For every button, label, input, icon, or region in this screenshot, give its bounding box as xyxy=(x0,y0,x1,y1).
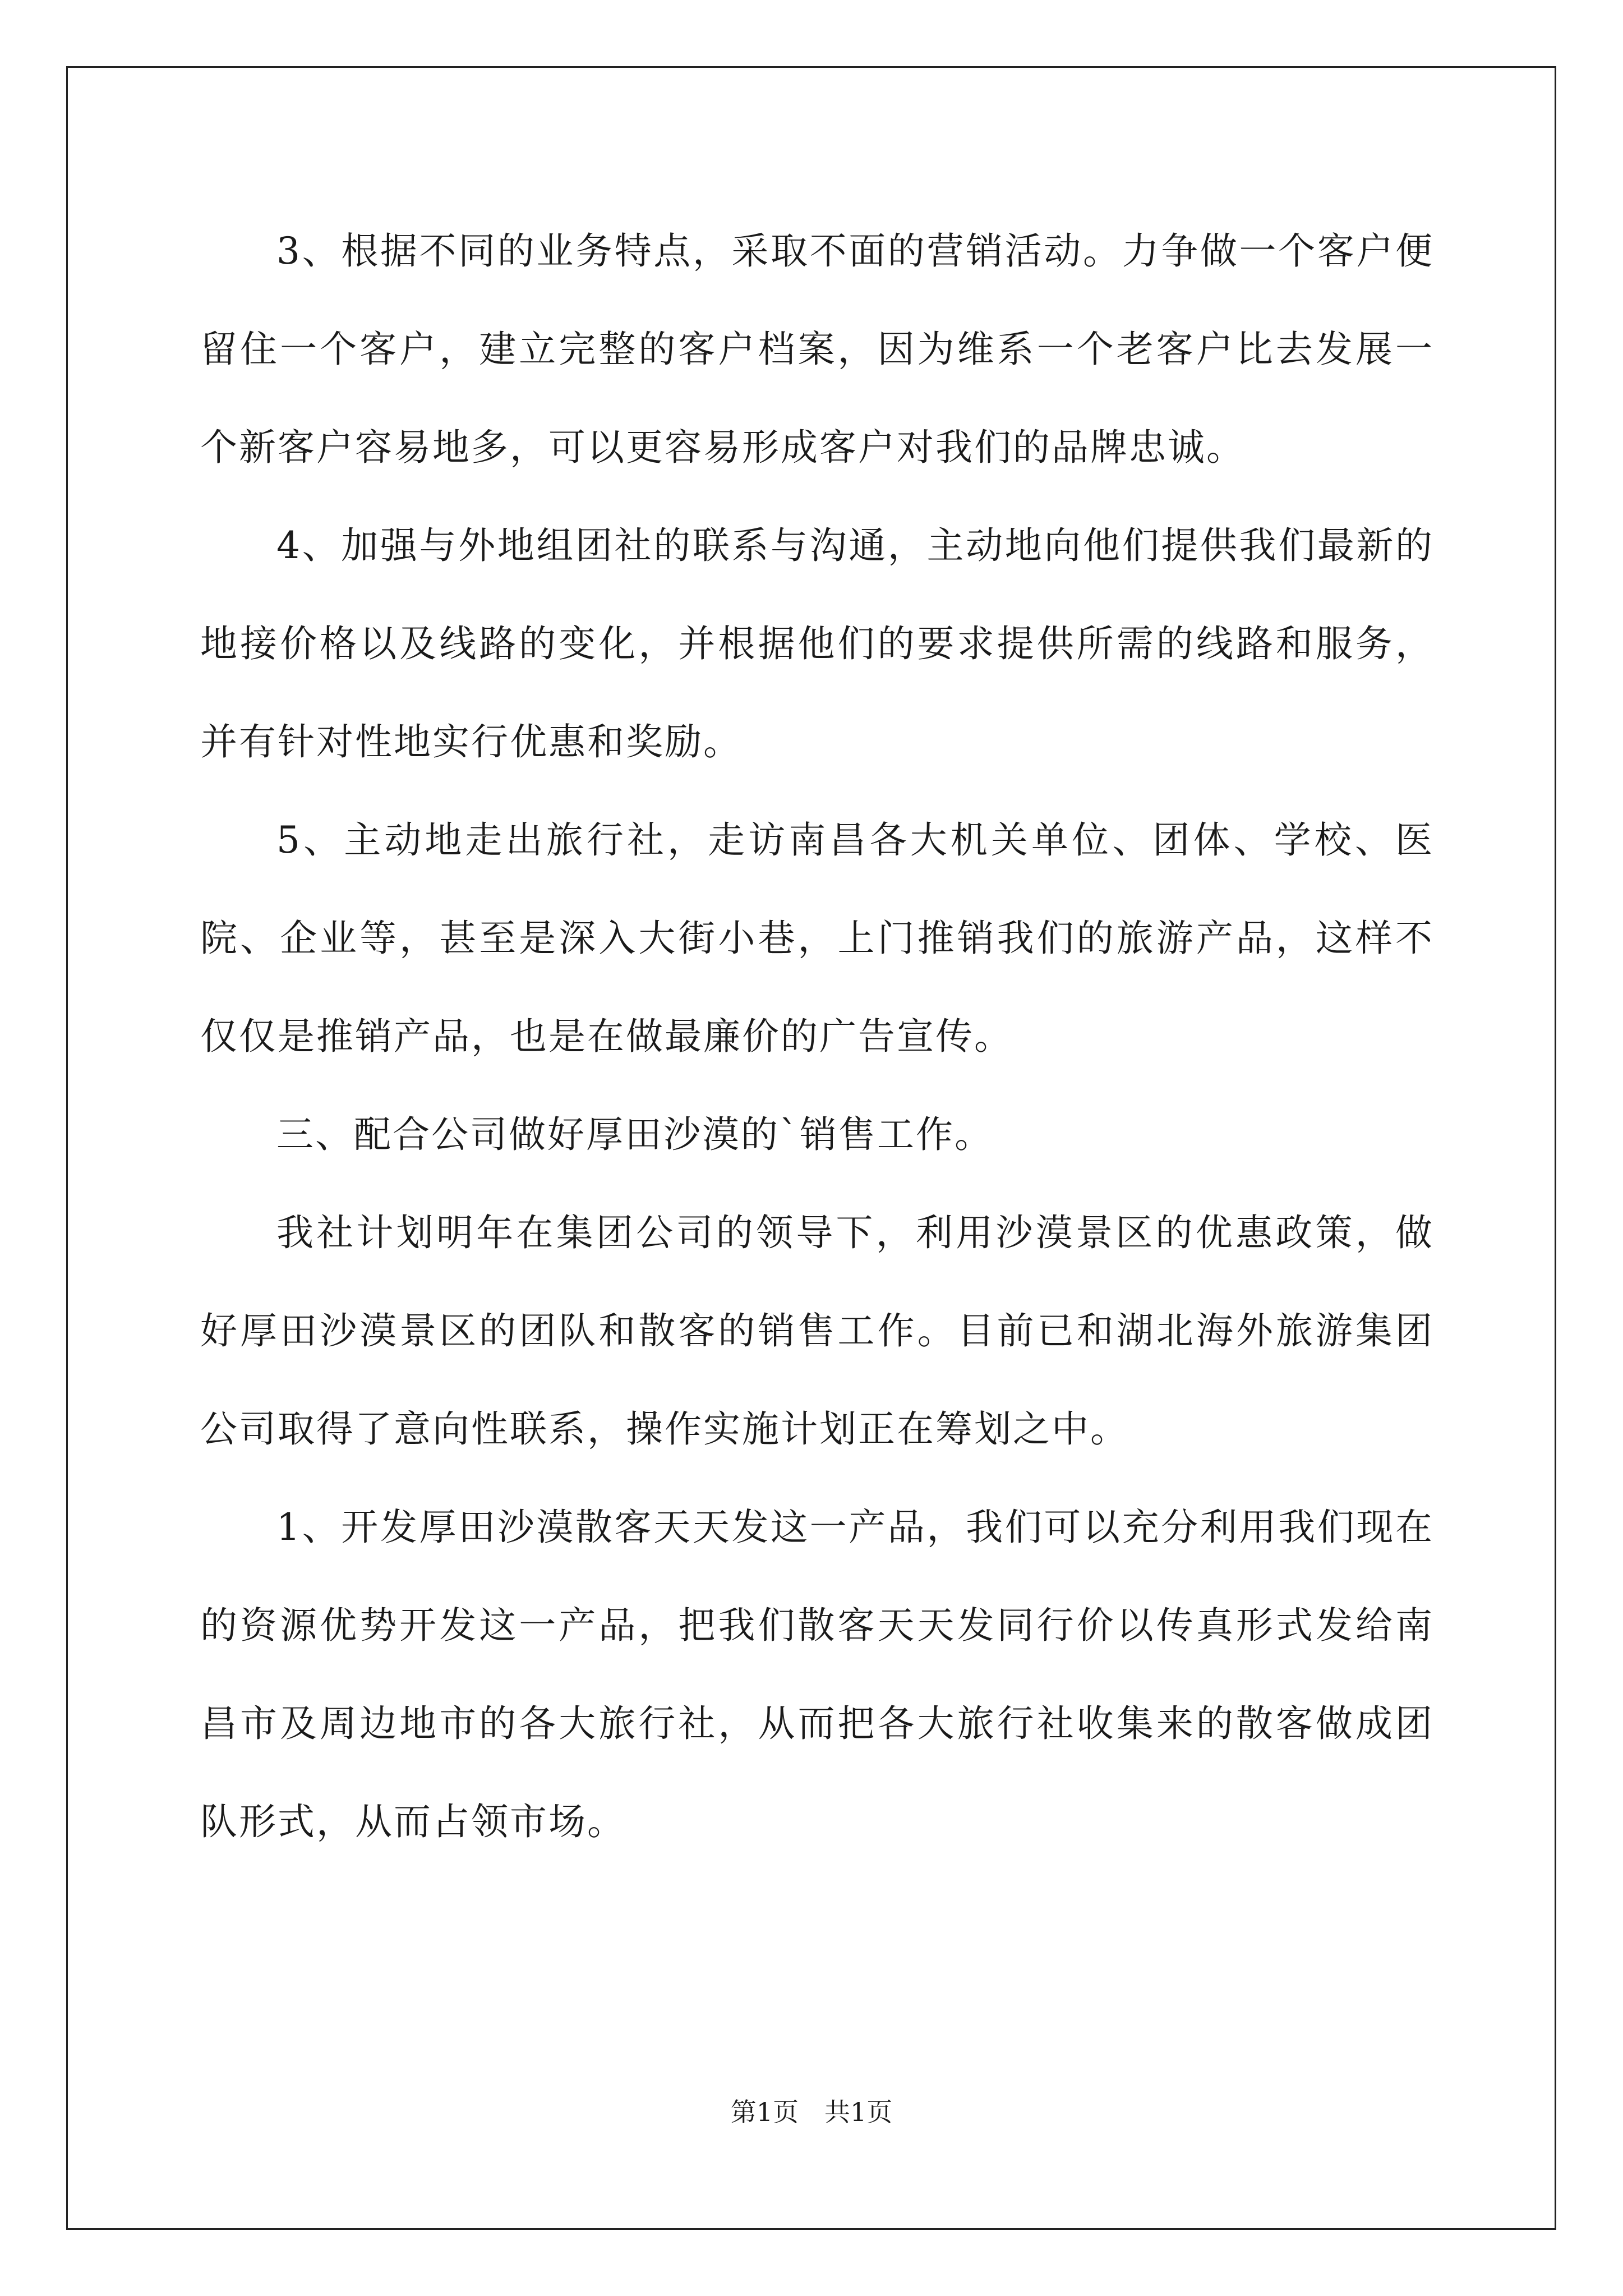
paragraph: 4、加强与外地组团社的联系与沟通，主动地向他们提供我们最新的地接价格以及线路的变化，并根据他们的要求提供所需的线路和服务，并有针对性地实行优惠和奖励。 xyxy=(200,524,1434,763)
paragraph: 1、开发厚田沙漠散客天天发这一产品，我们可以充分利用我们现在的资源优势开发这一产品，把我们散客天天发同行价以传真形式发给南昌市及周边地市的各大旅行社，从而把各大旅行社收集来的散客做成团队形式，从而占领市场。 xyxy=(200,1506,1434,1843)
total-pages: 共1页 xyxy=(824,2097,893,2127)
page-footer xyxy=(0,2095,1623,2129)
document-body xyxy=(200,202,1434,1871)
paragraph: 3、根据不同的业务特点，采取不面的营销活动。力争做一个客户便留住一个客户，建立完整的客户档案，因为维系一个老客户比去发展一个新客户容易地多，可以更容易形成客户对我们的品牌忠诚。 xyxy=(200,229,1434,469)
paragraph: 5、主动地走出旅行社，走访南昌各大机关单位、团体、学校、医院、企业等，甚至是深入大街小巷，上门推销我们的旅游产品，这样不仅仅是推销产品，也是在做最廉价的广告宣传。 xyxy=(200,818,1434,1058)
page-number: 第1页 xyxy=(730,2097,799,2127)
paragraph: 我社计划明年在集团公司的领导下，利用沙漠景区的优惠政策，做好厚田沙漠景区的团队和散客的销售工作。目前已和湖北海外旅游集团公司取得了意向性联系，操作实施计划正在筹划之中。 xyxy=(200,1211,1434,1451)
paragraph: 三、配合公司做好厚田沙漠的`销售工作。 xyxy=(276,1113,993,1156)
